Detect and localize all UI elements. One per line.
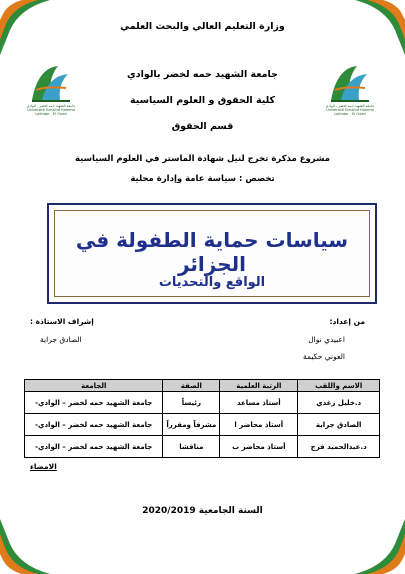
cell-rank: أستاذ مساعد: [220, 392, 298, 414]
main-title: سياسات حماية الطفولة في الجزائر: [75, 228, 349, 276]
header-role: الصفة: [163, 380, 220, 392]
cell-university: جامعة الشهيد حمه لخضر – الوادي-: [25, 392, 163, 414]
logo-caption-left: جامعة الشهيد حمه لخضر - الوادي Université Echahid Hamma Lakhdar - El Oued: [26, 104, 76, 116]
header-university: الجامعة: [25, 380, 163, 392]
specialty-value: سياسة عامة وإدارة محلية: [130, 174, 237, 184]
cell-rank: أستاذ محاضر ا: [220, 414, 298, 436]
cell-role: مشرفاً ومقرراً: [163, 414, 220, 436]
university-line: جامعة الشهيد حمه لخضر بالوادي: [127, 69, 278, 80]
table-row: [25, 414, 380, 436]
cell-university: جامعة الشهيد حمه لخضر – الوادي-: [25, 414, 163, 436]
corner-ornament-bottom-left: [0, 512, 62, 574]
header-name: الاسم واللقب: [298, 380, 380, 392]
supervisor-label: إشراف الاستاذة :: [30, 317, 94, 326]
project-line: مشروع مذكرة تخرج لنيل شهادة الماستر في العلوم السياسية: [75, 154, 330, 164]
cell-rank: أستاذ محاضر ب: [220, 436, 298, 458]
academic-year: السنة الجامعية 2020/2019: [142, 506, 263, 516]
cell-name: الصادق جراية: [298, 414, 380, 436]
student-name-2: العوني حكيمة: [303, 352, 345, 361]
sub-title: الواقع والتحديات: [158, 275, 266, 290]
cell-university: جامعة الشهيد حمه لخضر – الوادي-: [25, 436, 163, 458]
specialty-line: [0, 174, 405, 185]
department-line: قسم الحقوق: [171, 121, 234, 132]
ministry-line: وزارة التعليم العالي والبحث العلمي: [120, 21, 285, 32]
committee-table: [24, 379, 380, 458]
table-row: [25, 392, 380, 414]
table-header-row: [25, 380, 380, 392]
header-rank: الرتبة العلمية: [220, 380, 298, 392]
cell-name: د.خليل زغدي: [298, 392, 380, 414]
student-name-1: اعبيدي نوال: [308, 335, 345, 344]
corner-ornament-bottom-right: [343, 512, 405, 574]
cell-name: د.عبدالحميد فرج: [298, 436, 380, 458]
logo-caption-right: جامعة الشهيد حمه لخضر - الوادي Université Echahid Hamma Lakhdar - El Oued: [325, 104, 375, 116]
prepared-label: من إعداد:: [329, 317, 365, 326]
specialty-label: تخصص :: [239, 174, 275, 184]
table-row: [25, 436, 380, 458]
cell-role: رئيساً: [163, 392, 220, 414]
faculty-line: كلية الحقوق و العلوم السياسية: [129, 95, 276, 106]
supervisor-name: الصادق جراية: [40, 335, 82, 344]
signature-label: الامضاء: [30, 462, 57, 471]
cell-role: مناقشا: [163, 436, 220, 458]
